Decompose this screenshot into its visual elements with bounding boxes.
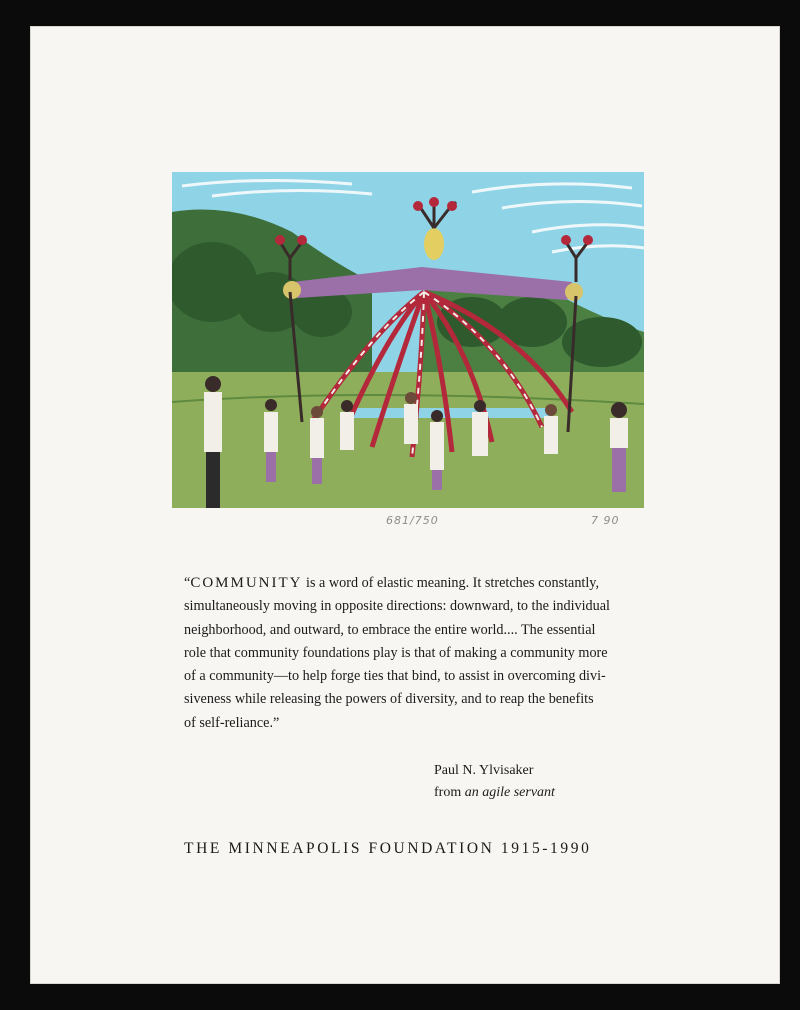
quote-line-6: siveness while releasing the powers of diversity, and to reap the benefits [184,691,594,708]
puppet-left-hand [283,281,301,299]
quote-line-5: of a community—to help forge ties that bind, to assist in overcoming divi- [184,668,606,685]
source-line [434,782,555,804]
quote-line-3: neighborhood, and outward, to embrace the entire world.... The essential [184,621,596,638]
edition-number: 681/750 [386,514,439,527]
quote-line-7: of self-reliance.” [184,714,280,731]
festival-artwork [172,172,644,508]
artist-mark: 7 90 [591,514,620,527]
puppet-right-hand [565,283,583,301]
print-sheet [30,26,780,984]
puppet-head [424,228,444,260]
quote-lead-word: COMMUNITY [190,575,303,591]
community-quote [184,572,634,735]
quote-line-4: role that community foundations play is that of making a community more [184,644,608,661]
book-title: an agile servant [464,785,555,800]
quote-line-1: “COMMUNITY is a word of elastic meaning. It stretches constantly, [184,575,600,591]
quote-line-1-text: is a word of elastic meaning. It stretches constantly, [306,575,600,591]
quote-line-2: simultaneously moving in opposite directions: downward, to the individual [184,598,610,615]
author-name: Paul N. Ylvisaker [434,763,534,778]
foundation-title: THE MINNEAPOLIS FOUNDATION 1915-1990 [184,840,592,857]
from-label: from [434,785,462,800]
quote-attribution [434,760,555,804]
illustration-community-festival [172,172,644,508]
